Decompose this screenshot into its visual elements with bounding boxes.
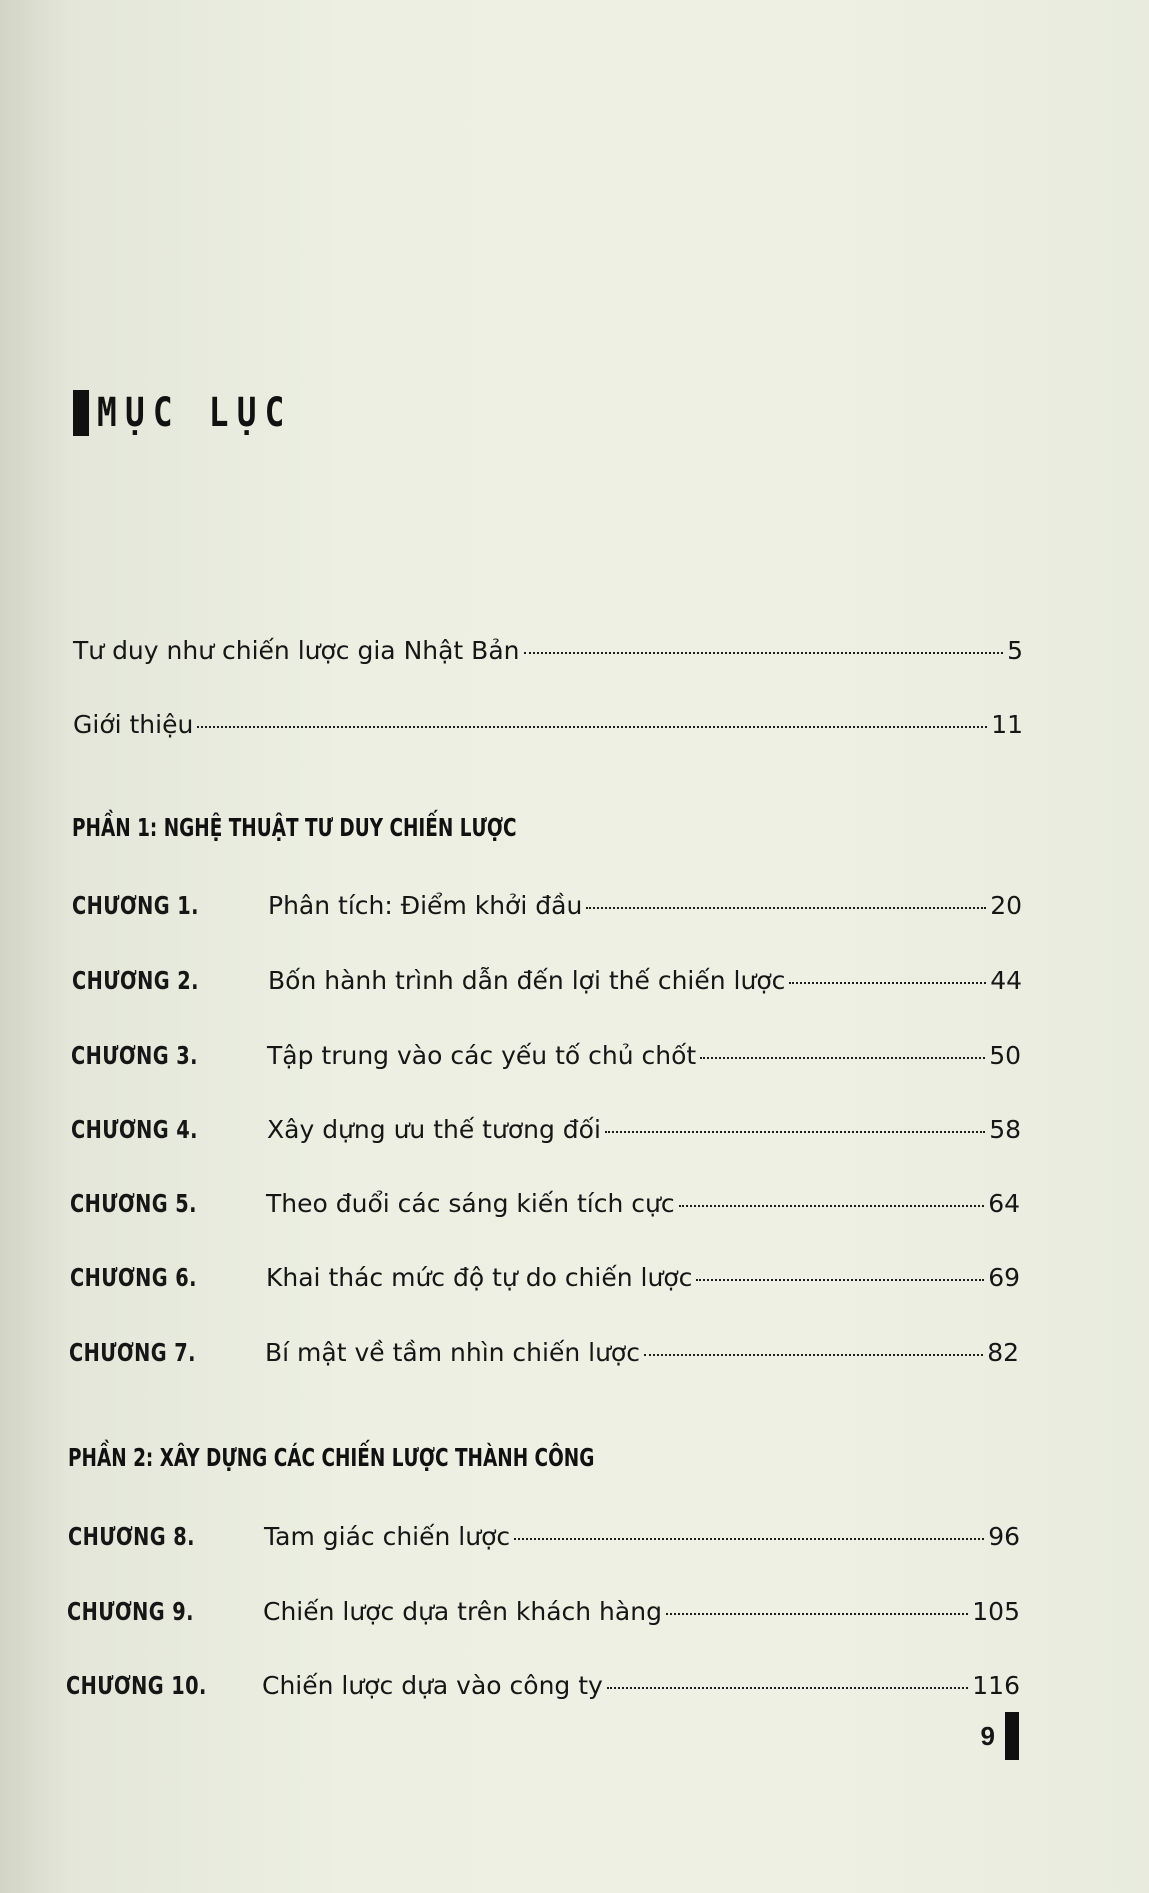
toc-chapter-row[interactable]	[72, 964, 1022, 998]
toc-chapter-row[interactable]	[66, 1669, 1020, 1703]
chapter-page: 50	[989, 1041, 1021, 1070]
toc-entry[interactable]	[73, 634, 1023, 668]
toc-heading-text: MỤC LỤC	[97, 390, 293, 436]
chapter-label: CHƯƠNG 1.	[72, 891, 199, 920]
chapter-title: Bốn hành trình dẫn đến lợi thế chiến lược	[268, 966, 786, 995]
dot-leader	[666, 1613, 968, 1615]
toc-chapter-row[interactable]	[69, 1336, 1019, 1370]
chapter-label: CHƯƠNG 2.	[72, 966, 199, 995]
chapter-title: Phân tích: Điểm khởi đầu	[268, 891, 583, 920]
toc-entry[interactable]	[73, 708, 1023, 742]
chapter-page: 96	[988, 1522, 1020, 1551]
page-number: 9	[980, 1720, 995, 1751]
chapter-page: 105	[972, 1597, 1020, 1626]
chapter-title: Bí mật về tầm nhìn chiến lược	[265, 1338, 640, 1367]
chapter-title: Tam giác chiến lược	[264, 1522, 511, 1551]
chapter-label: CHƯƠNG 4.	[71, 1115, 198, 1144]
chapter-page: 116	[972, 1671, 1020, 1700]
chapter-label: CHƯƠNG 7.	[69, 1338, 196, 1367]
chapter-page: 58	[989, 1115, 1021, 1144]
dot-leader	[700, 1057, 985, 1059]
chapter-page: 44	[990, 966, 1022, 995]
chapter-title: Theo đuổi các sáng kiến tích cực	[266, 1189, 675, 1218]
chapter-title: Tập trung vào các yếu tố chủ chốt	[267, 1041, 697, 1070]
toc-chapter-row[interactable]	[70, 1261, 1020, 1295]
part-heading: PHẦN 1: NGHỆ THUẬT TƯ DUY CHIẾN LƯỢC	[72, 813, 517, 842]
chapter-label: CHƯƠNG 8.	[68, 1522, 195, 1551]
chapter-label: CHƯƠNG 6.	[70, 1263, 197, 1292]
dot-leader	[696, 1279, 984, 1281]
chapter-page: 20	[990, 891, 1022, 920]
toc-entry-page: 11	[991, 710, 1023, 739]
toc-chapter-row[interactable]	[71, 1039, 1021, 1073]
chapter-page: 69	[988, 1263, 1020, 1292]
dot-leader	[605, 1131, 985, 1133]
dot-leader	[514, 1538, 984, 1540]
folio-bar-mark	[1005, 1712, 1019, 1760]
toc-chapter-row[interactable]	[72, 889, 1022, 923]
chapter-label: CHƯƠNG 9.	[67, 1597, 194, 1626]
toc-entry-page: 5	[1007, 636, 1023, 665]
dot-leader	[524, 652, 1004, 654]
toc-chapter-row[interactable]	[70, 1187, 1020, 1221]
chapter-label: CHƯƠNG 5.	[70, 1189, 197, 1218]
part-heading: PHẦN 2: XÂY DỰNG CÁC CHIẾN LƯỢC THÀNH CÔNG	[68, 1443, 595, 1472]
page-folio	[981, 1712, 1019, 1760]
chapter-title: Chiến lược dựa trên khách hàng	[263, 1597, 662, 1626]
dot-leader	[789, 982, 986, 984]
chapter-page: 64	[988, 1189, 1020, 1218]
chapter-title: Xây dựng ưu thế tương đối	[267, 1115, 601, 1144]
dot-leader	[679, 1205, 985, 1207]
toc-chapter-row[interactable]	[71, 1113, 1021, 1147]
dot-leader	[197, 726, 987, 728]
chapter-title: Khai thác mức độ tự do chiến lược	[266, 1263, 693, 1292]
chapter-label: CHƯƠNG 10.	[66, 1671, 207, 1700]
chapter-label: CHƯƠNG 3.	[71, 1041, 198, 1070]
dot-leader	[607, 1687, 968, 1689]
toc-entry-title: Giới thiệu	[73, 710, 194, 739]
toc-chapter-row[interactable]	[67, 1595, 1020, 1629]
toc-chapter-row[interactable]	[68, 1520, 1020, 1554]
chapter-page: 82	[987, 1338, 1019, 1367]
toc-entry-title: Tư duy như chiến lược gia Nhật Bản	[73, 636, 520, 665]
chapter-title: Chiến lược dựa vào công ty	[262, 1671, 603, 1700]
dot-leader	[586, 907, 986, 909]
dot-leader	[644, 1354, 983, 1356]
